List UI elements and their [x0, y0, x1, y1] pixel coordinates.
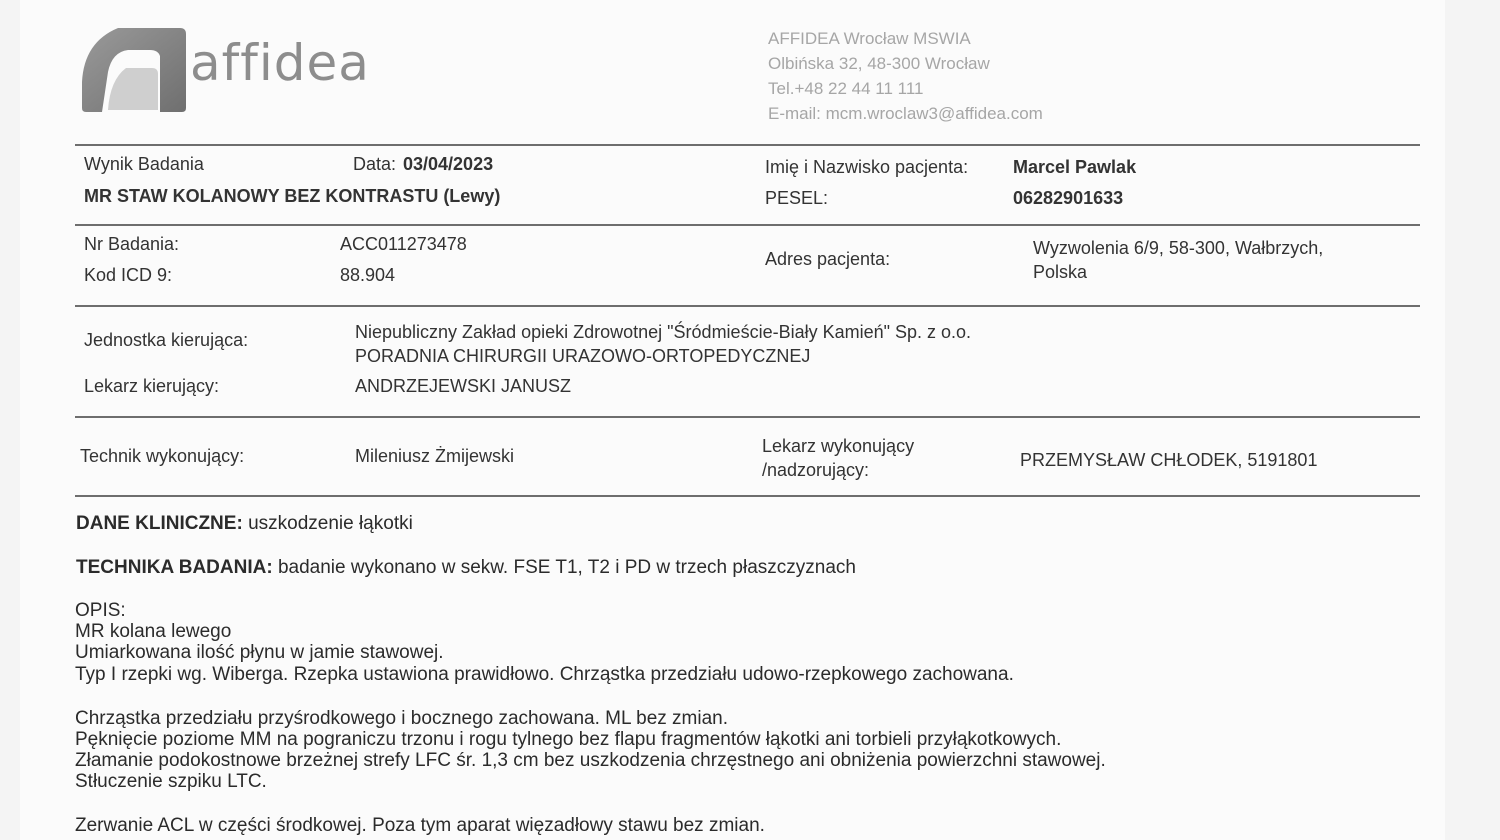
- patient-name-label: Imię i Nazwisko pacjenta:: [765, 157, 969, 177]
- patient-name: Marcel Pawlak: [1013, 157, 1137, 177]
- report-line: Pęknięcie poziome MM na pograniczu trzonu i rogu tylnego bez flapu fragmentów łąkotki ani torbieli przyłąkotkowych.: [75, 729, 1062, 750]
- referring-unit-label: Jednostka kierująca:: [84, 330, 249, 350]
- affidea-logo-mark-icon: [78, 22, 190, 114]
- divider: [75, 495, 1420, 497]
- referring-doctor-label: Lekarz kierujący:: [84, 376, 220, 396]
- report-line: Zerwanie ACL w części środkowej. Poza tym aparat więzadłowy stawu bez zmian.: [75, 815, 765, 836]
- report-line: Typ I rzepki wg. Wiberga. Rzepka ustawiona prawidłowo. Chrząstka przedziału udowo-rzepkowego zachowana.: [75, 664, 1014, 685]
- executing-doctor-label-2: /nadzorujący:: [762, 460, 870, 480]
- exam-number: ACC011273478: [340, 234, 467, 254]
- icd-label: Kod ICD 9:: [84, 265, 173, 285]
- pesel-label: PESEL:: [765, 188, 829, 208]
- date-label: Data:: [353, 154, 397, 174]
- clinical-data-label: DANE KLINICZNE:: [76, 513, 243, 534]
- exam-title: MR STAW KOLANOWY BEZ KONTRASTU (Lewy): [84, 186, 501, 206]
- patient-address-label: Adres pacjenta:: [765, 249, 891, 269]
- report-line: Stłuczenie szpiku LTC.: [75, 771, 267, 792]
- referring-unit-line2: PORADNIA CHIRURGII URAZOWO-ORTOPEDYCZNEJ: [355, 346, 811, 366]
- report-line: Złamanie podokostnowe brzeżnej strefy LFC śr. 1,3 cm bez uszkodzenia chrzęstnego ani obniżenia powierzchni stawowej.: [75, 750, 1106, 771]
- referring-doctor: ANDRZEJEWSKI JANUSZ: [355, 376, 572, 396]
- patient-address-line1: Wyzwolenia 6/9, 58-300, Wałbrzych,: [1033, 238, 1324, 258]
- affidea-logo: [78, 22, 190, 114]
- icd-value: 88.904: [340, 265, 396, 285]
- clinical-data: [76, 513, 413, 534]
- report-line: MR kolana lewego: [75, 621, 232, 642]
- executing-doctor: PRZEMYSŁAW CHŁODEK, 5191801: [1020, 450, 1318, 470]
- referring-unit-line1: Niepubliczny Zakład opieki Zdrowotnej "Śródmieście-Biały Kamień" Sp. z o.o.: [355, 322, 972, 342]
- executing-doctor-label: Lekarz wykonujący: [762, 436, 915, 456]
- divider: [75, 416, 1420, 418]
- report-line: Umiarkowana ilość płynu w jamie stawowej.: [75, 642, 444, 663]
- divider: [75, 144, 1420, 146]
- divider: [75, 305, 1420, 307]
- technique-value: badanie wykonano w sekw. FSE T1, T2 i PD w trzech płaszczyznach: [277, 557, 856, 578]
- technique: [76, 557, 856, 578]
- logo-text: affidea: [190, 34, 370, 92]
- clinic-name: AFFIDEA Wrocław MSWIA: [768, 29, 971, 48]
- clinic-email: E-mail: mcm.wroclaw3@affidea.com: [768, 104, 1043, 123]
- technique-label: TECHNIKA BADANIA:: [76, 557, 273, 578]
- clinical-data-value: uszkodzenie łąkotki: [248, 513, 413, 534]
- description-label: OPIS:: [75, 600, 126, 621]
- clinic-address: Olbińska 32, 48-300 Wrocław: [768, 54, 990, 73]
- pesel-value: 06282901633: [1013, 188, 1124, 208]
- technician-label: Technik wykonujący:: [80, 446, 245, 466]
- patient-address-line2: Polska: [1033, 262, 1088, 282]
- result-label: Wynik Badania: [84, 154, 204, 174]
- exam-date: 03/04/2023: [403, 154, 494, 174]
- divider: [75, 224, 1420, 226]
- exam-number-label: Nr Badania:: [84, 234, 180, 254]
- clinic-phone: Tel.+48 22 44 11 111: [768, 79, 924, 98]
- technician-name: Mileniusz Żmijewski: [355, 446, 515, 466]
- report-line: Chrząstka przedziału przyśrodkowego i bocznego zachowana. ML bez zmian.: [75, 708, 729, 729]
